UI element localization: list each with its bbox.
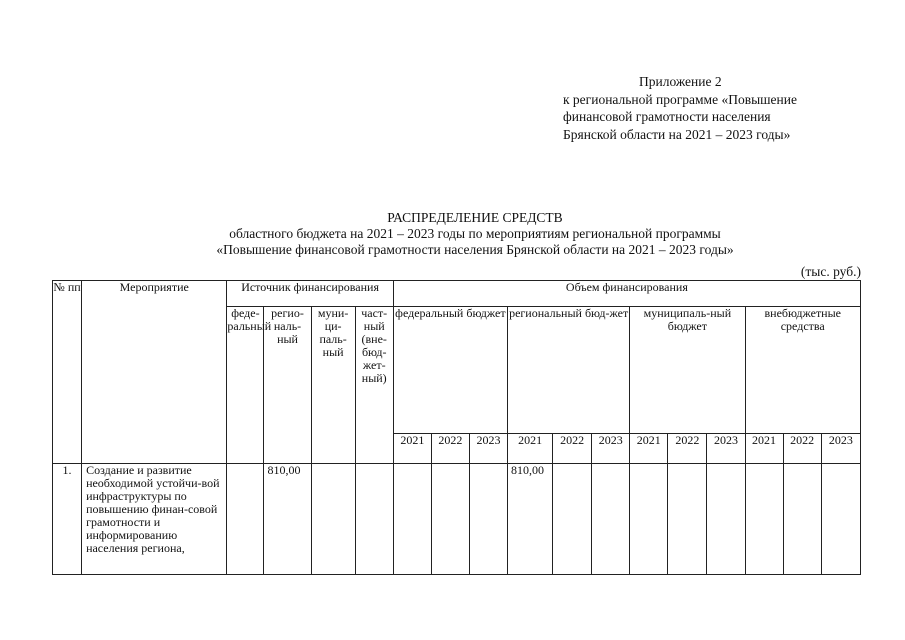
document-heading: [150, 210, 800, 258]
cell-federal-2021: [393, 464, 431, 575]
table-row: [53, 464, 861, 575]
header-row-1: [53, 281, 861, 307]
volume-municipal-header: муниципаль-ный бюджет: [630, 307, 745, 434]
cell-offbudget-2021: [745, 464, 783, 575]
cell-source-municipal: [311, 464, 355, 575]
units-label: (тыс. руб.): [800, 264, 861, 279]
heading-title: РАСПРЕДЕЛЕНИЕ СРЕДСТВ: [387, 210, 563, 225]
cell-federal-2022: [431, 464, 469, 575]
col-source-header: Источник финансирования: [227, 281, 393, 307]
heading-subtitle-1: областного бюджета на 2021 – 2023 годы по мероприятиям региональной программы: [229, 226, 721, 241]
year-header: 2021: [393, 434, 431, 464]
year-header: 2023: [707, 434, 745, 464]
heading-subtitle-2: «Повышение финансовой грамотности населения Брянской области на 2021 – 2023 годы»: [216, 242, 734, 257]
appendix-block: [563, 73, 883, 143]
row-event: Создание и развитие необходимой устойчи-вой инфраструктуры по повышению финан-совой грамотности и информированию населения региона,: [82, 464, 227, 575]
year-header: 2021: [630, 434, 668, 464]
cell-municipal-2023: [707, 464, 745, 575]
source-private-header: част-ный (вне-бюд-жет-ный): [355, 307, 393, 464]
appendix-line-2: финансовой грамотности населения: [563, 109, 771, 124]
source-regional-header: регио-наль-ный: [264, 307, 311, 464]
cell-regional-2023: [592, 464, 630, 575]
year-header: 2022: [783, 434, 821, 464]
cell-regional-2021: 810,00: [508, 464, 553, 575]
year-header: 2023: [469, 434, 507, 464]
cell-source-private: [355, 464, 393, 575]
year-header: 2023: [592, 434, 630, 464]
cell-regional-2022: [553, 464, 592, 575]
cell-federal-2023: [469, 464, 507, 575]
year-header: 2022: [668, 434, 707, 464]
cell-source-regional: 810,00: [264, 464, 311, 575]
row-number: 1.: [53, 464, 82, 575]
volume-offbudget-header: внебюджетные средства: [745, 307, 861, 434]
year-header: 2022: [431, 434, 469, 464]
budget-table: [52, 280, 861, 575]
year-header: 2021: [508, 434, 553, 464]
volume-federal-header: федеральный бюджет: [393, 307, 507, 434]
year-header: 2022: [553, 434, 592, 464]
cell-municipal-2021: [630, 464, 668, 575]
year-header: 2023: [821, 434, 860, 464]
cell-source-federal: [227, 464, 264, 575]
col-event-header: Мероприятие: [82, 281, 227, 464]
appendix-line-3: Брянской области на 2021 – 2023 годы»: [563, 126, 791, 142]
col-volume-header: Объем финансирования: [393, 281, 860, 307]
cell-offbudget-2022: [783, 464, 821, 575]
appendix-title: Приложение 2: [639, 74, 722, 89]
cell-offbudget-2023: [821, 464, 860, 575]
cell-municipal-2022: [668, 464, 707, 575]
col-num-header: № пп: [53, 281, 82, 464]
appendix-line-1: к региональной программе «Повышение: [563, 91, 797, 107]
source-federal-header: феде-ральный: [227, 307, 264, 464]
source-municipal-header: муни-ци-паль-ный: [311, 307, 355, 464]
volume-regional-header: региональный бюд-жет: [508, 307, 630, 434]
year-header: 2021: [745, 434, 783, 464]
